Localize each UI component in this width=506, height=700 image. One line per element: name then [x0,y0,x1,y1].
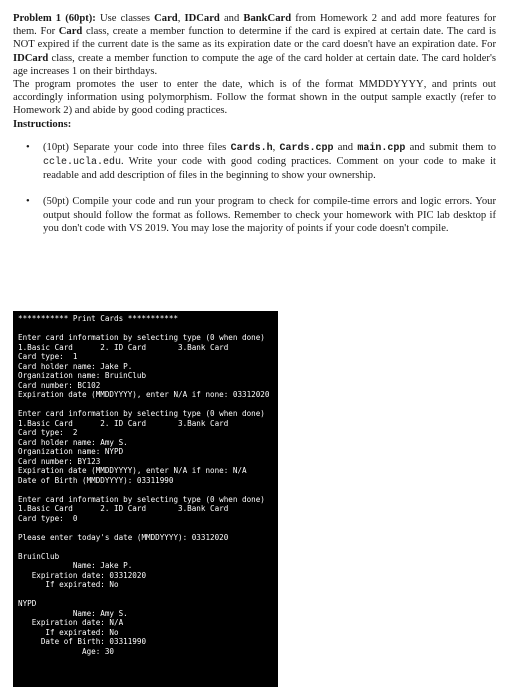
console-line: Enter card information by selecting type (0 when done) [18,333,265,342]
text-run: and [333,141,358,153]
text-run: , [272,141,280,153]
instruction-item-1 [26,141,497,183]
submission-site: ccle.ucla.edu [43,157,122,169]
console-line: Date of Birth: 03311990 [18,637,147,646]
console-line: *********** Print Cards *********** [18,314,179,323]
console-line: Enter card information by selecting type (0 when done) [18,409,265,418]
text-run: from Homework 2 and add more features for them. For [13,13,497,38]
console-line: If expirated: No [18,580,119,589]
console-line: Enter card information by selecting type (0 when done) [18,494,265,504]
file-name: Cards.cpp [279,142,334,154]
console-line: Expiration date (MMDDYYYY), enter N/A if none: N/A [18,466,247,475]
text-run: Use classes [95,13,155,24]
instruction-list [13,141,496,235]
console-line: 1.Basic Card 2. ID Card 3.Bank Card [18,418,229,428]
class-name-idcard: IDCard [13,52,49,64]
console-line: Please enter today's date (MMDDYYYY): 03312020 [18,532,229,542]
console-line: Expiration date (MMDDYYYY), enter N/A if none: 03312020 [18,390,270,399]
console-line: Card type: 1 [18,352,78,361]
console-line: Name: Jake P. [18,561,133,570]
bullet-icon: • [26,141,30,153]
console-line [18,542,278,552]
file-name: Cards.h [230,142,273,154]
instruction-item-2 [26,195,496,235]
problem-paragraph-2 [13,78,496,118]
text-run: , and prints out accordingly information using polymorphism. Follow the format shown in the output sample exactly (refer to Homework 2) and abide by good coding practices. [13,79,497,117]
console-line: Expiration date: 03312020 [18,570,147,580]
text-run: . Write your code with good coding practices. Comment on your code to make it readable and add description of files in the beginning to show your ownership. [43,156,496,182]
instructions-heading: Instructions: [13,118,72,130]
console-line: Age: 30 [18,646,115,656]
console-line: Card number: BY123 [18,456,101,466]
console-line: Card number: BC102 [18,380,101,390]
text-run: The program promotes the user to enter the date, which is of the format [13,79,359,91]
console-line: 1.Basic Card 2. ID Card 3.Bank Card [18,342,229,352]
console-line: BruinClub [18,551,60,561]
console-line: Organization name: BruinClub [18,371,147,380]
file-name: main.cpp [357,142,406,154]
class-name-bankcard: BankCard [243,13,292,24]
class-name-idcard: IDCard [184,13,220,24]
console-line [18,485,278,495]
text-run: class, create a member function to compute the age of the card holder at certain date. The card holder's age increases 1 on their birthdays. [13,52,496,77]
bullet-icon: • [26,196,30,208]
text-run: (50pt) Compile your code and run your program to check for compile-time errors and logic errors. Your output should follow the format as follows. Remember to check your homework with PIC lab desktop if you don't code with VS 2019. You may lose the majority of points if your code doesn't compile. [43,196,496,234]
console-line [18,523,278,533]
problem-document [13,12,496,248]
console-line: Expiration date: N/A [18,618,124,627]
text-run: (10pt) Separate your code into three files [43,141,231,153]
text-run: and [219,13,244,24]
problem-paragraph-1 [13,12,496,78]
console-output-screenshot [13,311,278,687]
class-name-card: Card [154,13,178,24]
text-run: , [177,13,185,24]
text-run: and submit them to [405,141,497,153]
console-line [18,324,278,334]
date-format: MMDDYYYY [358,79,424,91]
console-line: 1.Basic Card 2. ID Card 3.Bank Card [18,504,229,513]
console-line: Name: Amy S. [18,608,128,618]
console-line: Organization name: NYPD [18,447,124,456]
console-line: Date of Birth (MMDDYYYY): 03311990 [18,475,174,485]
console-line: Card holder name: Jake P. [18,361,133,371]
console-line [18,590,278,600]
console-line: NYPD [18,599,37,608]
console-line: Card type: 0 [18,513,78,523]
console-line: If expirated: No [18,627,119,637]
console-line: Card holder name: Amy S. [18,437,128,447]
console-line: Card type: 2 [18,428,78,437]
problem-heading: Problem 1 (60pt): [13,13,96,24]
class-name-card: Card [58,26,83,38]
text-run: class, create a member function to determine if the card is expired at certain date. The card is NOT expired if the current date is the same as its expiration date or the card doesn't have an expiration date. For [13,26,496,51]
console-line [18,400,278,410]
